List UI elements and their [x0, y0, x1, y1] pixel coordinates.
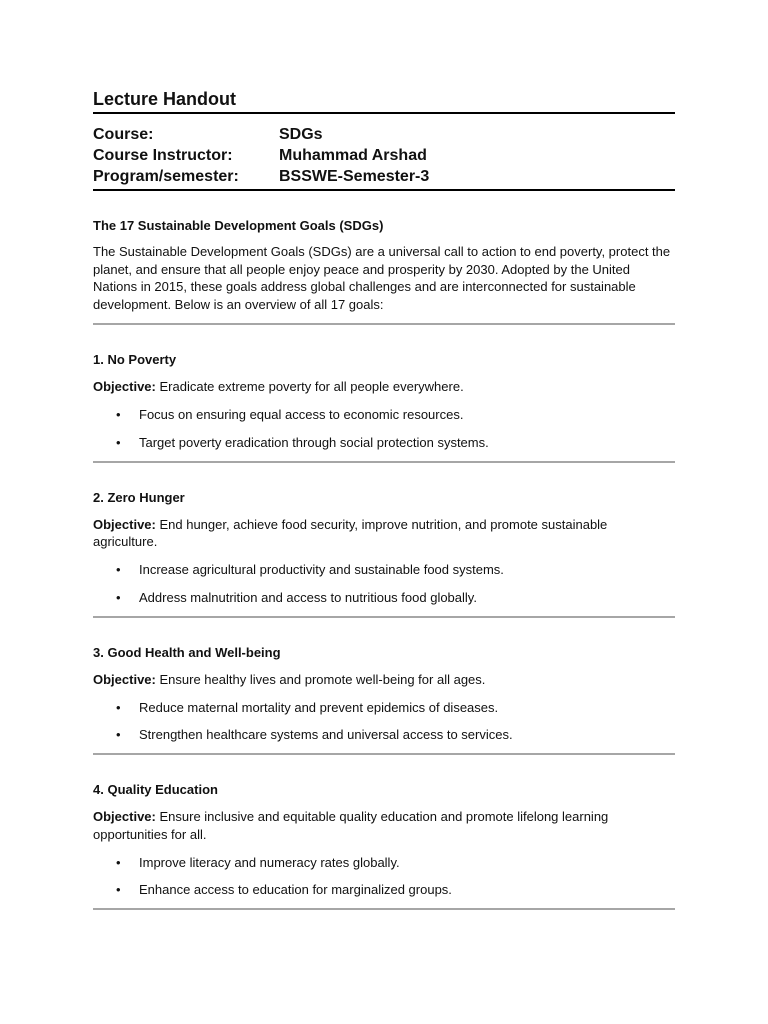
section-divider — [93, 753, 675, 755]
bullet-icon: • — [116, 727, 121, 742]
bullet-item — [93, 726, 675, 743]
goal-bullet-list — [93, 561, 675, 606]
section-divider — [93, 323, 675, 325]
goal-section-4 — [93, 781, 675, 910]
bullet-text: Address malnutrition and access to nutritious food globally. — [139, 589, 477, 605]
objective-label: Objective: — [93, 516, 156, 532]
bullet-text: Reduce maternal mortality and prevent epidemics of diseases. — [139, 699, 499, 715]
bullet-item — [93, 589, 675, 606]
bullet-text: Strengthen healthcare systems and universal access to services. — [139, 727, 513, 742]
bullet-text: Increase agricultural productivity and sustainable food systems. — [139, 562, 504, 577]
instructor-info-row — [93, 145, 675, 166]
bullet-item — [93, 854, 675, 871]
bullet-text: Enhance access to education for marginalized groups. — [139, 882, 452, 897]
goal-section-3 — [93, 644, 675, 756]
goal-objective — [93, 671, 675, 689]
objective-label: Objective: — [93, 671, 156, 687]
goal-objective — [93, 378, 675, 396]
objective-text: Eradicate extreme poverty for all people everywhere. — [159, 379, 464, 394]
bullet-item — [93, 561, 675, 578]
objective-label: Objective: — [93, 809, 156, 824]
goal-section-2 — [93, 489, 675, 618]
bullet-icon: • — [116, 434, 121, 450]
bullet-item — [93, 699, 675, 716]
goal-bullet-list — [93, 699, 675, 744]
section-divider — [93, 461, 675, 463]
bullet-icon: • — [116, 589, 121, 605]
course-value: SDGs — [279, 126, 323, 143]
goal-heading: 4. Quality Education — [93, 782, 218, 797]
objective-text: End hunger, achieve food security, improve nutrition, and promote sustainable agriculture. — [93, 516, 608, 549]
goal-bullet-list — [93, 854, 675, 899]
objective-text: Ensure inclusive and equitable quality education and promote lifelong learning opportunities for all. — [93, 809, 609, 842]
bullet-icon: • — [116, 882, 121, 897]
goal-objective — [93, 808, 675, 843]
bullet-icon: • — [116, 407, 121, 422]
document-page — [93, 88, 675, 910]
goal-section-1 — [93, 351, 675, 463]
bullet-text: Target poverty eradication through social protection systems. — [139, 434, 489, 450]
bullet-item — [93, 406, 675, 423]
program-label: Program/semester: — [93, 168, 239, 185]
bullet-icon: • — [116, 699, 121, 715]
bullet-icon: • — [116, 562, 121, 577]
intro-paragraph: The Sustainable Development Goals (SDGs) are a universal call to action to end poverty, protect the planet, and ensure that all people enjoy peace and prosperity by 2030. Adopted by the United Nations in 2015, these goals address global challenges and are interconnected for sustainable development. Below is an overview of all 17 goals: — [93, 244, 671, 312]
intro-heading: The 17 Sustainable Development Goals (SDGs) — [93, 218, 384, 233]
objective-text: Ensure healthy lives and promote well-being for all ages. — [159, 671, 486, 687]
goal-objective — [93, 516, 675, 551]
document-title: Lecture Handout — [93, 88, 675, 114]
instructor-value: Muhammad Arshad — [279, 147, 427, 164]
bullet-item — [93, 881, 675, 898]
course-info-row — [93, 124, 675, 145]
section-divider — [93, 908, 675, 910]
bullet-item — [93, 434, 675, 451]
instructor-label: Course Instructor: — [93, 147, 233, 164]
bullet-text: Focus on ensuring equal access to economic resources. — [139, 407, 464, 422]
section-divider — [93, 616, 675, 618]
goal-bullet-list — [93, 406, 675, 451]
bullet-icon: • — [116, 854, 121, 870]
goal-heading: 2. Zero Hunger — [93, 489, 185, 505]
goal-heading: 3. Good Health and Well-being — [93, 644, 281, 660]
goal-heading: 1. No Poverty — [93, 352, 177, 367]
objective-label: Objective: — [93, 379, 156, 394]
program-value: BSSWE-Semester-3 — [279, 168, 430, 185]
program-info-row — [93, 166, 675, 187]
course-label: Course: — [93, 126, 154, 143]
course-info-table — [93, 124, 675, 191]
bullet-text: Improve literacy and numeracy rates globally. — [139, 854, 400, 870]
